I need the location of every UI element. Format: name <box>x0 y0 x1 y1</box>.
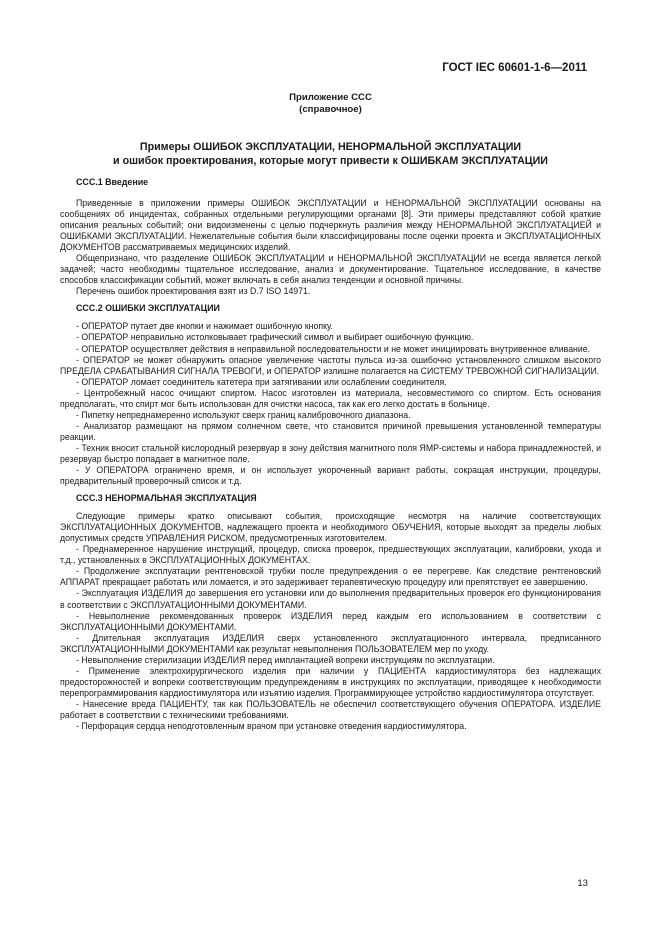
list-item: - Невыполнение стерилизации ИЗДЕЛИЯ перед имплантацией вопреки инструкциям по эксплуатации. <box>76 654 495 665</box>
main-title <box>0 140 661 168</box>
section-heading-abnormal-use: ССС.3 НЕНОРМАЛЬНАЯ ЭКСПЛУАТАЦИЯ <box>76 493 257 504</box>
paragraph: Следующие примеры кратко описывают события, происходящие несмотря на наличие соответствующих ЭКСПЛУАТАЦИОННЫХ ДОКУМЕНТОВ, надлежащего проекта и необходимого ОБУЧЕНИЯ, которые выходят за пределы любых допустимых средств УПРАВЛЕНИЯ РИСКОМ, предусмотренных изготовителем. <box>60 511 601 544</box>
list-item: - Перфорация сердца неподготовленным врачом при установке отведения кардиостимулятора. <box>76 721 467 732</box>
list-item: - Преднамеренное нарушение инструкций, процедур, списка проверок, предшествующих эксплуатации, калибровки, ухода и т.д., установленных в ЭКСПЛУАТАЦИОННЫХ ДОКУМЕНТАХ. <box>60 544 601 566</box>
annex-title: Приложение ССС <box>289 92 372 103</box>
list-item: - Продолжение эксплуатации рентгеновской трубки после предупреждения о ее перегреве. Как следствие рентгеновский АППАРАТ прекращает работать или ломается, и это задерживает терапевтическую процедуру или препятствует ее завершению. <box>60 566 601 588</box>
paragraph: Перечень ошибок проектирования взят из D.7 ISO 14971. <box>76 286 311 297</box>
section-heading-intro: ССС.1 Введение <box>76 177 149 187</box>
list-item: - Пипетку непреднамеренно используют сверх границ калибровочного диапазона. <box>76 409 411 420</box>
list-item: - ОПЕРАТОР не может обнаружить опасное увеличение частоты пульса из-за ошибочно установленного слишком высокого ПРЕДЕЛА СРАБАТЫВАНИЯ СИГНАЛА ТРЕВОГИ, и ОПЕРАТОР излишне полагается на СИСТЕМУ ТРЕВОЖНОЙ СИГНАЛИЗАЦИИ. <box>60 354 601 376</box>
main-title-line-2: и ошибок проектирования, которые могут привести к ОШИБКАМ ЭКСПЛУАТАЦИИ <box>113 155 548 167</box>
list-item: - ОПЕРАТОР ломает соединитель катетера при затягивании или ослаблении соединителя. <box>76 376 447 387</box>
list-item: - Центробежный насос очищают спиртом. Насос изготовлен из материала, несовместимого со спиртом. Есть основания предполагать, что спирт мог быть использован для очистки насоса, так как его легко достать в больнице. <box>60 387 601 409</box>
paragraph: Общепризнано, что разделение ОШИБОК ЭКСПЛУАТАЦИИ и НЕНОРМАЛЬНОЙ ЭКСПЛУАТАЦИИ не всегда является легкой задачей; часто необходимы тщательное исследование, анализ и документирование. Тщательное исследование, в качестве способов классификации событий, может включать в себя анализ тенденции и основной причины. <box>60 253 601 286</box>
standard-code-header: ГОСТ IEC 60601-1-6—2011 <box>442 62 587 74</box>
annex-block <box>0 92 661 116</box>
list-item: - Применение электрохирургического изделия при наличии у ПАЦИЕНТА кардиостимулятора без надлежащих предосторожностей и вопреки соответствующим предупреждениям в инструкциях по эксплуатации, приводящее к необходимости перепрограммирования кардиостимулятора или изъятию изделия. Программирующее устройство кардиостимулятора отсутствует. <box>60 665 601 698</box>
document-body <box>60 176 601 732</box>
list-item: - У ОПЕРАТОРА ограничено время, и он использует укороченный вариант работы, сокращая инструкции, процедуры, предварительный проверочный список и т.д. <box>60 465 601 487</box>
list-item: - Невыполнение рекомендованных проверок ИЗДЕЛИЯ перед каждым его использованием в соответствии с ЭКСПЛУАТАЦИОННЫМИ ДОКУМЕНТАМИ. <box>60 610 601 632</box>
section-heading-use-errors: ССС.2 ОШИБКИ ЭКСПЛУАТАЦИИ <box>76 303 220 314</box>
list-item: - Нанесение вреда ПАЦИЕНТУ, так как ПОЛЬЗОВАТЕЛЬ не обеспечил соответствующего обучения ОПЕРАТОРА. ИЗДЕЛИЕ работает в соответствии с техническими требованиями. <box>60 698 601 720</box>
list-item: - Длительная эксплуатация ИЗДЕЛИЯ сверх установленного эксплуатационного интервала, предписанного ЭКСПЛУАТАЦИОННЫМИ ДОКУМЕНТАМИ как результат невыполнения ПОЛЬЗОВАТЕЛЕМ мер по уходу. <box>60 632 601 654</box>
paragraph: Приведенные в приложении примеры ОШИБОК ЭКСПЛУАТАЦИИ и НЕНОРМАЛЬНОЙ ЭКСПЛУАТАЦИИ основаны на сообщениях об инцидентах, собранных отдельными регулирующими органами [8]. Эти примеры представляют собой краткие описания реальных событий; они видоизменены с целью подчеркнуть различия между НЕНОРМАЛЬНОЙ ЭКСПЛУАТАЦИЕЙ и ОШИБКАМИ ЭКСПЛУАТАЦИИ. Нежелательные события были классифицированы после оценки проекта и ЭКСПЛУАТАЦИОННЫХ ДОКУМЕНТОВ рассматриваемых медицинских изделий. <box>60 198 601 253</box>
list-item: - Эксплуатация ИЗДЕЛИЯ до завершения его установки или до выполнения предварительных проверок его функционирования в соответствии с ЭКСПЛУАТАЦИОННЫМИ ДОКУМЕНТАМИ. <box>60 588 601 610</box>
annex-subtitle: (справочное) <box>299 104 362 115</box>
list-item: - Техник вносит стальной кислородный резервуар в зону действия магнитного поля ЯМР-системы и набора принадлежностей, и резервуар быстро попадает в магнитное поле. <box>60 442 601 464</box>
list-item: - ОПЕРАТОР осуществляет действия в неправильной последовательности и не может инициировать внутривенное вливание. <box>76 343 591 354</box>
list-item: - ОПЕРАТОР неправильно истолковывает графический символ и выбирает ошибочную функцию. <box>76 332 474 343</box>
page-number: 13 <box>577 878 588 889</box>
main-title-line-1: Примеры ОШИБОК ЭКСПЛУАТАЦИИ, НЕНОРМАЛЬНОЙ ЭКСПЛУАТАЦИИ <box>139 141 522 153</box>
list-item: - Анализатор размещают на прямом солнечном свете, что становится причиной превышения установленной температуры реакции. <box>60 420 601 442</box>
list-item: - ОПЕРАТОР путает две кнопки и нажимает ошибочную кнопку. <box>76 321 333 332</box>
